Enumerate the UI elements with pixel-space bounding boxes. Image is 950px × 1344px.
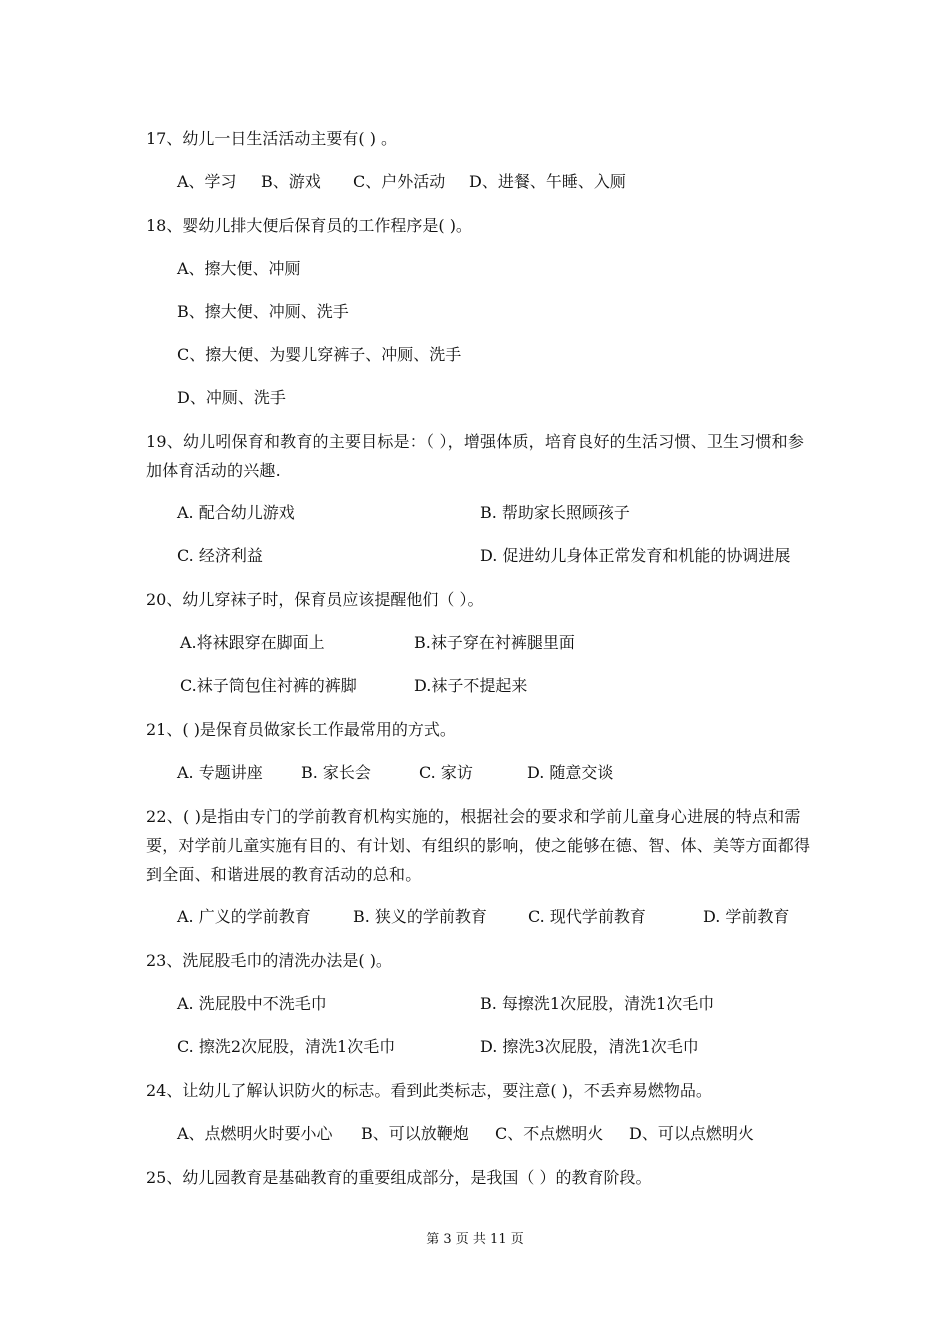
option-a: A、学习 xyxy=(177,172,237,191)
option-a: A.将袜跟穿在脚面上 xyxy=(180,633,325,652)
option-d: D. 随意交谈 xyxy=(527,763,614,782)
option-c: C.袜子筒包住衬裤的裤脚 xyxy=(180,676,357,695)
question-21: 21、( )是保育员做家长工作最常用的方式。 xyxy=(146,720,456,739)
question-17-options xyxy=(177,172,626,192)
option-c: C、户外活动 xyxy=(353,172,446,191)
page-footer: 第 3 页 共 11 页 xyxy=(426,1232,524,1247)
question-25: 25、幼儿园教育是基础教育的重要组成部分，是我国（ ）的教育阶段。 xyxy=(146,1168,652,1187)
option-d: D、冲厕、洗手 xyxy=(177,388,286,407)
option-c: C. 家访 xyxy=(419,763,473,782)
option-c: C. 擦洗2次屁股，清洗1次毛巾 xyxy=(177,1037,396,1056)
option-d: D、可以点燃明火 xyxy=(629,1124,754,1143)
question-21-options xyxy=(177,763,613,783)
option-c: C、不点燃明火 xyxy=(495,1124,604,1143)
option-b: B、可以放鞭炮 xyxy=(361,1124,469,1143)
option-a: A. 广义的学前教育 xyxy=(177,907,311,926)
option-d: D.袜子不提起来 xyxy=(414,676,528,695)
option-c: C、擦大便、为婴儿穿裤子、冲厕、洗手 xyxy=(177,345,462,364)
question-17: 17、幼儿一日生活活动主要有( ) 。 xyxy=(146,129,398,148)
option-b: B. 每擦洗1次屁股，清洗1次毛巾 xyxy=(480,994,715,1013)
option-b: B. 家长会 xyxy=(301,763,371,782)
option-c: C. 现代学前教育 xyxy=(528,907,646,926)
option-b: B、游戏 xyxy=(261,172,321,191)
option-c: C. 经济利益 xyxy=(177,546,263,565)
option-d: D. 促进幼儿身体正常发育和机能的协调进展 xyxy=(480,546,791,565)
option-a: A、擦大便、冲厕 xyxy=(177,259,301,278)
option-a: A. 配合幼儿游戏 xyxy=(177,503,295,522)
option-d: D. 擦洗3次屁股，清洗1次毛巾 xyxy=(480,1037,699,1056)
question-22: 22、( )是指由专门的学前教育机构实施的，根据社会的要求和学前儿童身心进展的特点和需要，对学前儿童实施有目的、有计划、有组织的影响，使之能够在德、智、体、美等方面都得到全面、和谐进展的教育活动的总和。 xyxy=(146,807,811,884)
option-d: D、进餐、午睡、入厕 xyxy=(469,172,626,191)
option-b: B.袜子穿在衬裤腿里面 xyxy=(414,633,575,652)
option-a: A、点燃明火时要小心 xyxy=(177,1124,333,1143)
option-a: A. 洗屁股中不洗毛巾 xyxy=(177,994,327,1013)
question-24: 24、让幼儿了解认识防火的标志。看到此类标志，要注意( )，不丢弃易燃物品。 xyxy=(146,1081,712,1100)
option-a: A. 专题讲座 xyxy=(177,763,263,782)
option-d: D. 学前教育 xyxy=(703,907,790,926)
question-24-options xyxy=(177,1124,754,1144)
option-b: B. 帮助家长照顾孩子 xyxy=(480,503,630,522)
question-18: 18、婴幼儿排大便后保育员的工作程序是( )。 xyxy=(146,216,472,235)
option-b: B、擦大便、冲厕、洗手 xyxy=(177,302,349,321)
option-b: B. 狭义的学前教育 xyxy=(353,907,487,926)
question-23: 23、洗屁股毛巾的清洗办法是( )。 xyxy=(146,951,392,970)
question-22-options xyxy=(177,907,789,927)
question-19: 19、幼儿吲保育和教育的主要目标是：（ ），增强体质，培育良好的生活习惯、卫生习惯和参加体育活动的兴趣. xyxy=(146,432,805,480)
question-20: 20、幼儿穿袜子时，保育员应该提醒他们（ ）。 xyxy=(146,590,484,609)
